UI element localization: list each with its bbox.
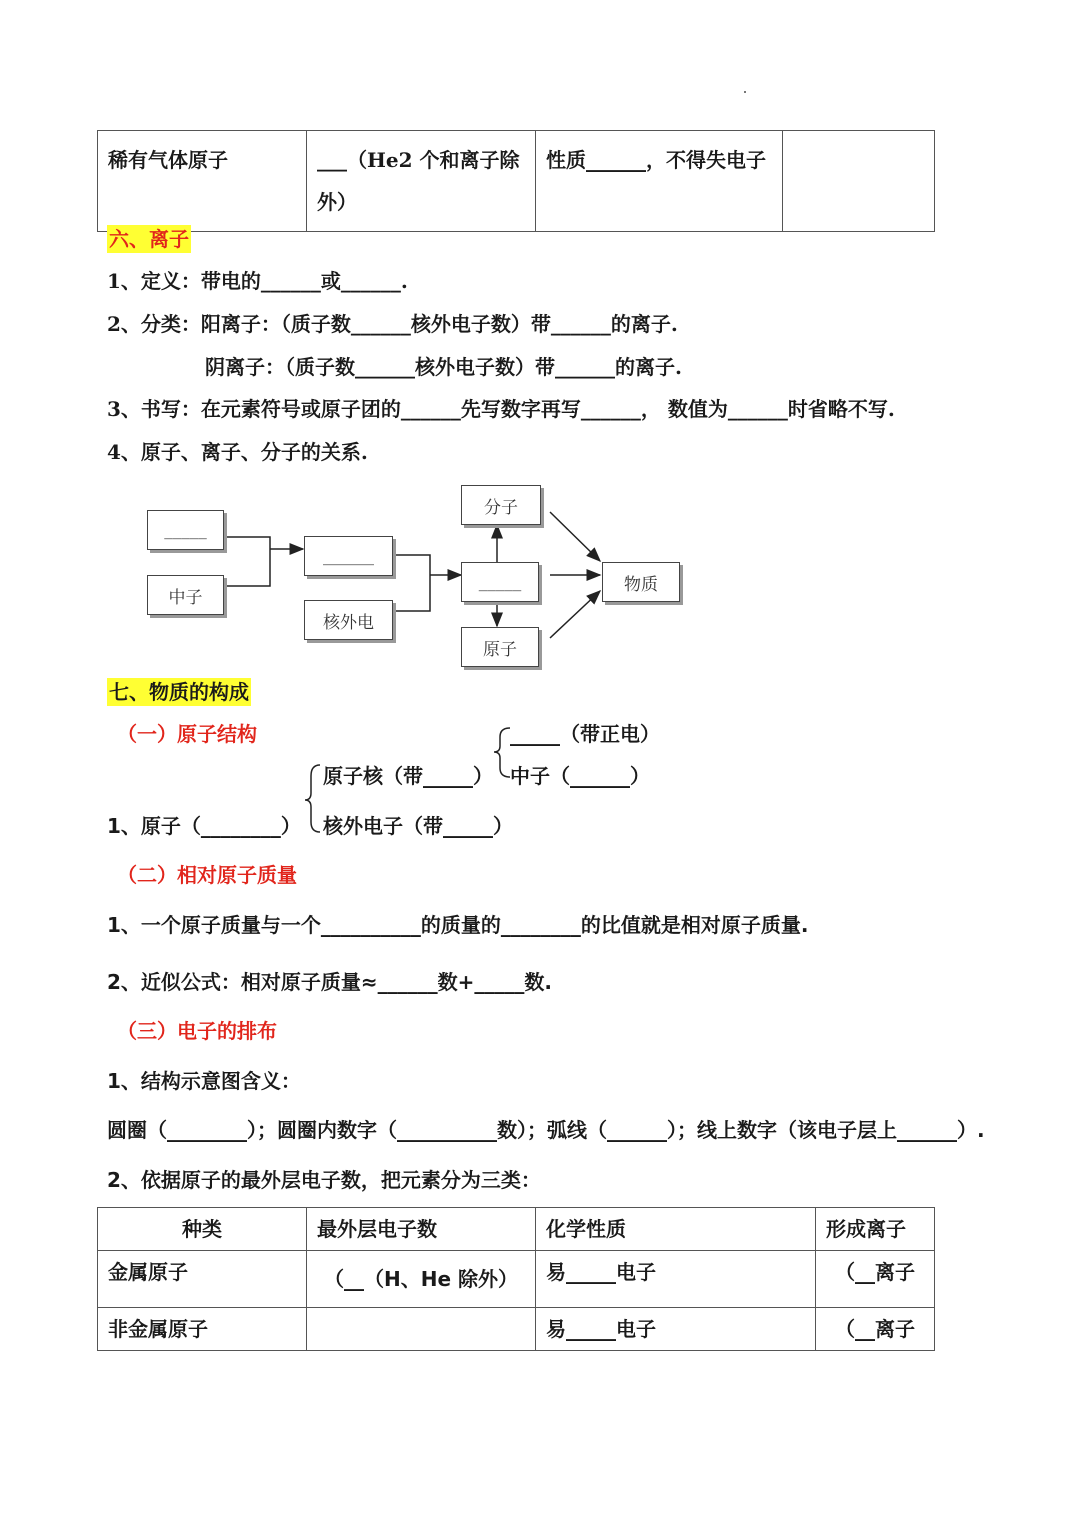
text-line: 1、结构示意图含义： [107,1069,301,1093]
text-line: 圆圈（________）；圆圈内数字（__________数）；弧线（______）；线上数字（该电子层上______）. [107,1118,985,1142]
text-line: 1、定义：带电的______或______. [107,269,408,293]
diagram-box: 物质 [602,562,680,602]
brace [305,765,320,832]
electron-line: 核外电子（带_____） [323,814,513,838]
diagram-box: _____ [461,562,539,602]
diagram-box: 核外电 [304,600,393,640]
text-line: 2、分类：阳离子：（质子数______核外电子数）带______的离子. [107,312,678,336]
text-line: 3、书写：在元素符号或原子团的______先写数字再写______， 数值为______时省略不写. [107,397,895,421]
table-cell: （__离子 [816,1308,935,1351]
table-cell: 稀有气体原子 [98,131,307,232]
sub-heading: （一）原子结构 [117,722,257,746]
table-header-cell: 化学性质 [536,1208,816,1251]
table-cell: （__离子 [816,1251,935,1308]
nucleus-line: 原子核（带_____） [323,764,493,788]
table-cell: 非金属原子 [98,1308,307,1351]
table-cell [307,1308,536,1351]
diagram-box: 中子 [147,575,224,615]
table-cell: ___（He2 个和离子除外） [307,131,536,232]
table-cell: 金属原子 [98,1251,307,1308]
text-line: 阴离子：（质子数______核外电子数）带______的离子. [205,355,682,379]
table-cell: 性质______，不得失电子 [536,131,783,232]
table-cell: 易_____电子 [536,1308,816,1351]
text-line: 4、原子、离子、分子的关系. [107,440,368,464]
table-header-row [98,1208,935,1251]
table-cell: （__（H、He 除外） [307,1251,536,1308]
brace [494,728,510,777]
atom-line: 1、原子（________） [107,814,301,838]
diagram-box: _____ [147,510,224,550]
sub-heading: （三）电子的排布 [117,1019,277,1043]
neutron-line: 中子（______） [510,764,650,788]
table-row [98,1308,935,1351]
element-class-table [97,1207,935,1351]
diagram-box: ______ [304,536,393,576]
proton-line: _____（带正电） [510,722,660,746]
section-heading: 六、离子 [109,227,189,251]
table-header-cell: 最外层电子数 [307,1208,536,1251]
text-line: 1、一个原子质量与一个__________的质量的________的比值就是相对原子质量. [107,913,809,937]
table-header-cell: 形成离子 [816,1208,935,1251]
sub-heading: （二）相对原子质量 [117,863,297,887]
text-line: 2、近似公式：相对原子质量≈______数+_____数. [107,970,553,994]
text-line: 2、依据原子的最外层电子数，把元素分为三类： [107,1168,541,1192]
diagram-box: 分子 [461,485,541,525]
table-row [98,1251,935,1308]
diagram-box: 原子 [461,627,539,667]
table-header-cell: 种类 [98,1208,307,1251]
section-heading: 七、物质的构成 [109,680,249,704]
table-cell: 易_____电子 [536,1251,816,1308]
